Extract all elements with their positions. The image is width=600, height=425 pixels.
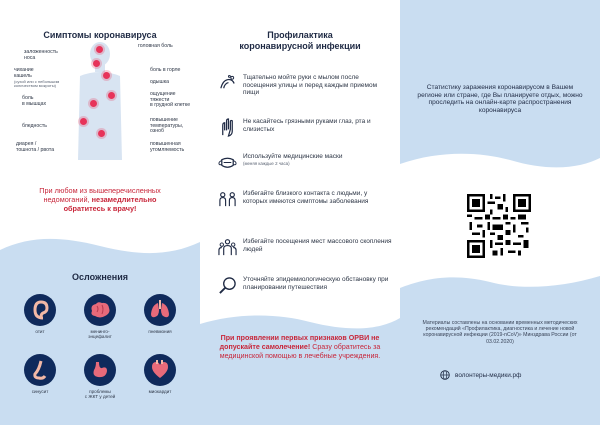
symptoms-warning-text: При любом из вышеперечисленных недомоганий, bbox=[39, 186, 161, 204]
complication-gi-problems bbox=[78, 354, 122, 399]
nose-icon bbox=[32, 360, 48, 380]
symptom-chest-heaviness: ощущение тяжести в грудной клетке bbox=[150, 91, 191, 109]
symptom-pallor: бледность bbox=[22, 123, 47, 129]
symptom-muscle-pain: боль в мышцах bbox=[22, 95, 47, 107]
complications-title: Осложнения bbox=[71, 272, 129, 282]
qr-code[interactable] bbox=[463, 190, 535, 262]
mask-icon bbox=[218, 153, 237, 172]
prevention-text: Избегайте близкого контакта с людьми, у которых имеются симптомы заболевания bbox=[243, 190, 369, 205]
heart-icon bbox=[150, 360, 170, 380]
magnifier-icon bbox=[218, 276, 237, 295]
crowd-icon bbox=[218, 238, 237, 257]
symptoms-title: Симптомы коронавируса bbox=[43, 30, 157, 40]
bottom-wave bbox=[200, 312, 400, 425]
symptoms-warning bbox=[30, 186, 170, 213]
symptom-diarrhea: диарея / тошнота / рвота bbox=[16, 141, 55, 153]
prevention-item-crowd bbox=[218, 238, 393, 257]
ear-icon bbox=[31, 300, 49, 320]
complication-label: синусит bbox=[31, 389, 49, 394]
stomach-icon bbox=[90, 360, 110, 380]
complication-meningoencephalitis bbox=[78, 294, 122, 339]
prevention-panel bbox=[200, 0, 400, 425]
complication-myocarditis bbox=[138, 354, 182, 394]
symptom-dot-nose bbox=[93, 60, 100, 67]
prevention-note: (меняя каждые 2 часа) bbox=[243, 160, 290, 166]
distance-icon bbox=[218, 190, 237, 209]
symptom-nasal-congestion: заложенность носа bbox=[24, 49, 58, 61]
symptom-cough-note: (сухой или с небольшим количеством мокроты) bbox=[14, 79, 60, 89]
symptoms-panel bbox=[0, 0, 200, 425]
prevention-warning-bold: При проявлении первых признаков ОРВИ не допускайте самолечение! bbox=[219, 334, 380, 351]
qr-code-image bbox=[467, 194, 531, 258]
symptom-shortness-of-breath: одышка bbox=[150, 79, 169, 85]
complication-otitis bbox=[18, 294, 62, 334]
symptoms-warning-bold: незамедлительно обратитесь к врачу! bbox=[63, 195, 157, 213]
prevention-title: Профилактика коронавирусной инфекции bbox=[239, 30, 361, 51]
complication-label: менинго- энцефалит bbox=[88, 329, 112, 339]
prevention-item-hand-wash bbox=[218, 74, 393, 97]
website-link[interactable] bbox=[440, 370, 521, 380]
symptom-dot-chest bbox=[90, 100, 97, 107]
symptom-sore-throat: боль в горле bbox=[150, 67, 181, 73]
website-text: волонтеры-медики.рф bbox=[455, 371, 522, 379]
symptom-headache: головная боль bbox=[138, 43, 173, 49]
prevention-item-no-touch bbox=[218, 118, 393, 137]
prevention-item-travel bbox=[218, 276, 393, 295]
symptom-dot-lungs bbox=[108, 92, 115, 99]
hand-wash-icon bbox=[218, 74, 237, 93]
globe-icon bbox=[440, 370, 450, 380]
no-touch-face-icon bbox=[218, 118, 237, 137]
complication-label: проблемы с ЖКТ у детей bbox=[84, 389, 116, 399]
prevention-text: Избегайте посещения мест массового скопления людей bbox=[243, 238, 392, 253]
prevention-warning-text: Сразу обратитесь за медицинской помощью в лечебные учреждения. bbox=[219, 343, 381, 360]
complication-label: отит bbox=[35, 329, 45, 334]
prevention-warning bbox=[210, 334, 390, 361]
symptom-dot-throat bbox=[103, 72, 110, 79]
lungs-icon bbox=[149, 300, 171, 320]
symptom-fever: повышение температуры, озноб bbox=[150, 117, 184, 135]
statistics-text: Статистику заражения коронавирусом в Вашем регионе или стране, где Вы планируете отдых, можно проследить на онлайн-карте распространения коронавируса bbox=[417, 84, 583, 114]
complication-pneumonia bbox=[138, 294, 182, 334]
brain-icon bbox=[89, 301, 111, 319]
prevention-item-mask bbox=[218, 153, 393, 172]
human-body-illustration bbox=[76, 40, 124, 160]
symptom-fatigue: повышенная утомляемость bbox=[150, 141, 185, 153]
complication-label: пневмония bbox=[148, 329, 172, 334]
prevention-item-distance bbox=[218, 190, 393, 209]
complication-label: миокардит bbox=[148, 389, 172, 394]
symptom-dot-head bbox=[96, 46, 103, 53]
materials-text: Материалы составлены на основании временных методических рекомендаций «Профилактика, диагностика и лечение новой коронавирусной инфекции (2019-nCoV)» Минздрава России (от 03.02.2020) bbox=[422, 320, 578, 345]
symptom-dot-stomach bbox=[98, 130, 105, 137]
symptom-dot-muscle bbox=[80, 118, 87, 125]
prevention-text: Не касайтесь грязными руками глаз, рта и слизистых bbox=[243, 118, 371, 133]
prevention-text: Тщательно мойте руки с мылом после посещения улицы и перед каждым приемом пищи bbox=[243, 74, 378, 97]
symptom-sneezing-cough: чихание кашель bbox=[14, 67, 34, 79]
info-panel bbox=[400, 0, 600, 425]
prevention-text: Уточняйте эпидемиологическую обстановку при планировании путешествия bbox=[243, 276, 389, 291]
prevention-text: Используйте медицинские маски bbox=[243, 153, 343, 160]
complication-sinusitis bbox=[18, 354, 62, 394]
